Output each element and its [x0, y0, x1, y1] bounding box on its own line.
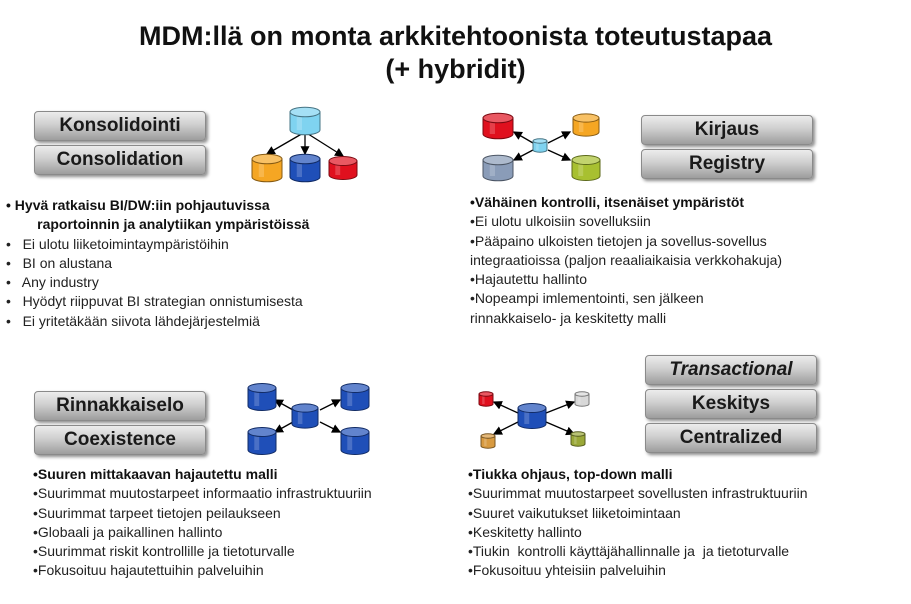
centralized-list	[468, 465, 808, 581]
list-item: • Any industry	[6, 274, 99, 291]
database-icon	[571, 432, 585, 446]
database-icon	[248, 428, 276, 455]
list-item: •Fokusoituu yhteisiin palveluihin	[468, 562, 666, 579]
list-item: • Hyödyt riippuvat BI strategian onnistumisesta	[6, 293, 303, 310]
database-icon	[341, 384, 369, 411]
database-icon	[533, 139, 547, 152]
database-icon	[572, 156, 600, 181]
list-item: •Suurimmat muutostarpeet informaatio infrastruktuuriin	[33, 485, 372, 502]
list-item: •Suurimmat tarpeet tietojen peilaukseen	[33, 504, 281, 521]
page-title-line2: (+ hybridit)	[385, 54, 526, 84]
page-title-line1: MDM:llä on monta arkkitehtoonista toteutustapaa	[138, 21, 773, 51]
list-item: •Tiukin kontrolli käyttäjähallinnalle ja ja tietoturvalle	[468, 543, 790, 560]
database-icon	[290, 107, 320, 135]
list-item: •Hajautettu hallinto	[470, 271, 587, 288]
list-item: •Tiukka ohjaus, top-down malli	[468, 466, 673, 482]
connector-arrow	[514, 132, 533, 143]
connector-arrow	[548, 132, 570, 143]
database-icon	[292, 404, 318, 428]
database-icon	[483, 155, 513, 181]
connector-arrow	[546, 422, 574, 434]
list-item: integraatioissa (paljon reaaliaikaisia verkkohakuja)	[470, 251, 783, 268]
label-transactional: Transactional	[645, 355, 817, 385]
list-item: •Keskitetty hallinto	[468, 523, 582, 540]
database-icon	[252, 154, 282, 182]
database-icon	[573, 114, 599, 136]
label-rinnakkaiselo: Rinnakkaiselo	[34, 391, 206, 421]
list-item: •Globaali ja paikallinen hallinto	[33, 523, 223, 540]
connector-arrow	[494, 422, 518, 434]
registry-diagram	[478, 110, 608, 185]
list-item: •Suuren mittakaavan hajautettu malli	[33, 466, 278, 482]
consolidation-diagram	[245, 104, 365, 184]
database-icon	[518, 404, 546, 429]
connector-arrow	[320, 422, 340, 432]
list-item: rinnakkaiselo- ja keskitetty malli	[470, 309, 667, 326]
database-icon	[248, 384, 276, 411]
list-item: •Ei ulotu ulkoisiin sovelluksiin	[470, 213, 651, 230]
connector-arrow	[267, 132, 305, 154]
coexistence-list	[33, 465, 372, 581]
list-item: • Hyvä ratkaisu BI/DW:iin pohjautuvissa	[6, 197, 270, 213]
label-registry: Registry	[641, 149, 813, 179]
database-icon	[479, 392, 493, 406]
database-icon	[483, 113, 513, 139]
registry-list	[470, 193, 782, 328]
label-consolidation: Consolidation	[34, 145, 206, 175]
centralized-diagram	[478, 388, 598, 453]
label-coexistence: Coexistence	[34, 425, 206, 455]
connector-arrow	[320, 400, 340, 410]
list-item: •Suurimmat muutostarpeet sovellusten infrastruktuuriin	[468, 485, 808, 502]
list-item: •Fokusoituu hajautettuihin palveluihin	[33, 562, 264, 579]
connector-arrow	[275, 400, 293, 410]
list-item: • Ei yritetäkään siivota lähdejärjestelmiä	[6, 312, 260, 329]
connector-arrow	[548, 150, 570, 160]
database-icon	[481, 434, 495, 448]
label-konsolidointi: Konsolidointi	[34, 111, 206, 141]
database-icon	[329, 157, 357, 180]
list-item: • BI on alustana	[6, 254, 113, 271]
coexistence-diagram	[245, 380, 375, 460]
list-item: •Nopeampi imlementointi, sen jälkeen	[470, 290, 704, 307]
list-item: •Pääpaino ulkoisten tietojen ja sovellus-sovellus	[470, 232, 767, 249]
list-item: • Ei ulotu liiketoimintaympäristöihin	[6, 235, 229, 252]
list-item: raportoinnin ja analytiikan ympäristöissä	[6, 216, 310, 233]
database-icon	[290, 154, 320, 182]
label-keskitys: Keskitys	[645, 389, 817, 419]
connector-arrow	[305, 132, 343, 156]
label-kirjaus: Kirjaus	[641, 115, 813, 145]
consolidation-list	[6, 196, 309, 331]
label-centralized: Centralized	[645, 423, 817, 453]
list-item: •Suuret vaikutukset liiketoimintaan	[468, 504, 681, 521]
connector-arrow	[514, 150, 533, 160]
connector-arrow	[494, 402, 518, 413]
connector-arrow	[275, 422, 293, 432]
connector-arrow	[546, 402, 574, 413]
database-icon	[575, 392, 589, 406]
database-icon	[341, 428, 369, 455]
list-item: •Suurimmat riskit kontrollille ja tietoturvalle	[33, 543, 295, 560]
list-item: •Vähäinen kontrolli, itsenäiset ympäristöt	[470, 194, 745, 210]
